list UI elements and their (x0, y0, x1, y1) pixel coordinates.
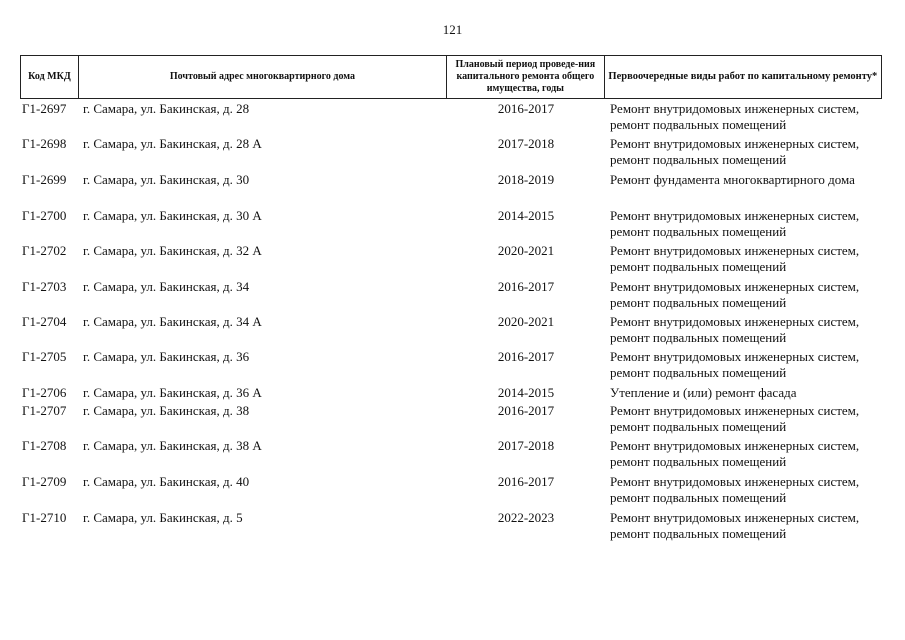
cell-address: г. Самара, ул. Бакинская, д. 34 А (83, 314, 262, 329)
cell-address: г. Самара, ул. Бакинская, д. 32 А (83, 243, 262, 258)
header-works: Первоочередные виды работ по капитальному ремонту* (608, 71, 878, 82)
header-period: Плановый период проведе-ния капитального ремонта общего имущества, годы (447, 56, 605, 98)
cell-address: г. Самара, ул. Бакинская, д. 30 (83, 172, 250, 187)
cell-works: Ремонт внутридомовых инженерных систем, ремонт подвальных помещений (610, 349, 860, 380)
cell-works: Ремонт внутридомовых инженерных систем, ремонт подвальных помещений (610, 314, 860, 345)
cell-address: г. Самара, ул. Бакинская, д. 36 (83, 349, 250, 364)
cell-period: 2022-2023 (497, 510, 555, 525)
cell-address: г. Самара, ул. Бакинская, д. 5 (83, 510, 243, 525)
cell-works: Ремонт внутридомовых инженерных систем, ремонт подвальных помещений (610, 474, 860, 505)
cell-period: 2017-2018 (497, 438, 555, 453)
cell-code: Г1-2705 (22, 349, 67, 364)
cell-works: Ремонт внутридомовых инженерных систем, ремонт подвальных помещений (610, 243, 860, 274)
cell-works: Ремонт внутридомовых инженерных систем, ремонт подвальных помещений (610, 510, 860, 541)
cell-period: 2016-2017 (497, 474, 555, 489)
cell-code: Г1-2699 (22, 172, 67, 187)
cell-address: г. Самара, ул. Бакинская, д. 38 (83, 403, 250, 418)
cell-address: г. Самара, ул. Бакинская, д. 28 А (83, 136, 262, 151)
cell-works: Ремонт внутридомовых инженерных систем, ремонт подвальных помещений (610, 136, 860, 167)
cell-address: г. Самара, ул. Бакинская, д. 38 А (83, 438, 262, 453)
cell-code: Г1-2708 (22, 438, 67, 453)
cell-works: Ремонт внутридомовых инженерных систем, ремонт подвальных помещений (610, 403, 860, 434)
cell-works: Ремонт фундамента многоквартирного дома (610, 172, 855, 187)
cell-period: 2016-2017 (497, 279, 555, 294)
cell-code: Г1-2698 (22, 136, 67, 151)
cell-period: 2020-2021 (497, 243, 555, 258)
cell-code: Г1-2709 (22, 474, 67, 489)
cell-code: Г1-2702 (22, 243, 67, 258)
cell-code: Г1-2710 (22, 510, 67, 525)
cell-period: 2017-2018 (497, 136, 555, 151)
cell-works: Ремонт внутридомовых инженерных систем, ремонт подвальных помещений (610, 279, 860, 310)
cell-code: Г1-2707 (22, 403, 67, 418)
cell-address: г. Самара, ул. Бакинская, д. 40 (83, 474, 250, 489)
cell-address: г. Самара, ул. Бакинская, д. 34 (83, 279, 250, 294)
header-address: Почтовый адрес многоквартирного дома (79, 56, 447, 98)
cell-period: 2016-2017 (497, 403, 555, 418)
cell-code: Г1-2706 (22, 385, 67, 400)
table-header (20, 55, 882, 99)
cell-code: Г1-2704 (22, 314, 67, 329)
cell-period: 2014-2015 (497, 208, 555, 223)
cell-address: г. Самара, ул. Бакинская, д. 36 А (83, 385, 262, 400)
cell-works: Ремонт внутридомовых инженерных систем, ремонт подвальных помещений (610, 208, 860, 239)
cell-period: 2016-2017 (497, 101, 555, 116)
cell-period: 2014-2015 (497, 385, 555, 400)
cell-code: Г1-2697 (22, 101, 67, 116)
cell-works: Ремонт внутридомовых инженерных систем, ремонт подвальных помещений (610, 438, 860, 469)
cell-period: 2018-2019 (497, 172, 555, 187)
cell-period: 2016-2017 (497, 349, 555, 364)
cell-address: г. Самара, ул. Бакинская, д. 28 (83, 101, 250, 116)
page-number: 121 (442, 22, 463, 37)
cell-address: г. Самара, ул. Бакинская, д. 30 А (83, 208, 262, 223)
cell-code: Г1-2700 (22, 208, 67, 223)
cell-works: Утепление и (или) ремонт фасада (610, 385, 797, 400)
cell-code: Г1-2703 (22, 279, 67, 294)
header-code: Код МКД (21, 56, 79, 98)
cell-works: Ремонт внутридомовых инженерных систем, ремонт подвальных помещений (610, 101, 860, 132)
cell-period: 2020-2021 (497, 314, 555, 329)
